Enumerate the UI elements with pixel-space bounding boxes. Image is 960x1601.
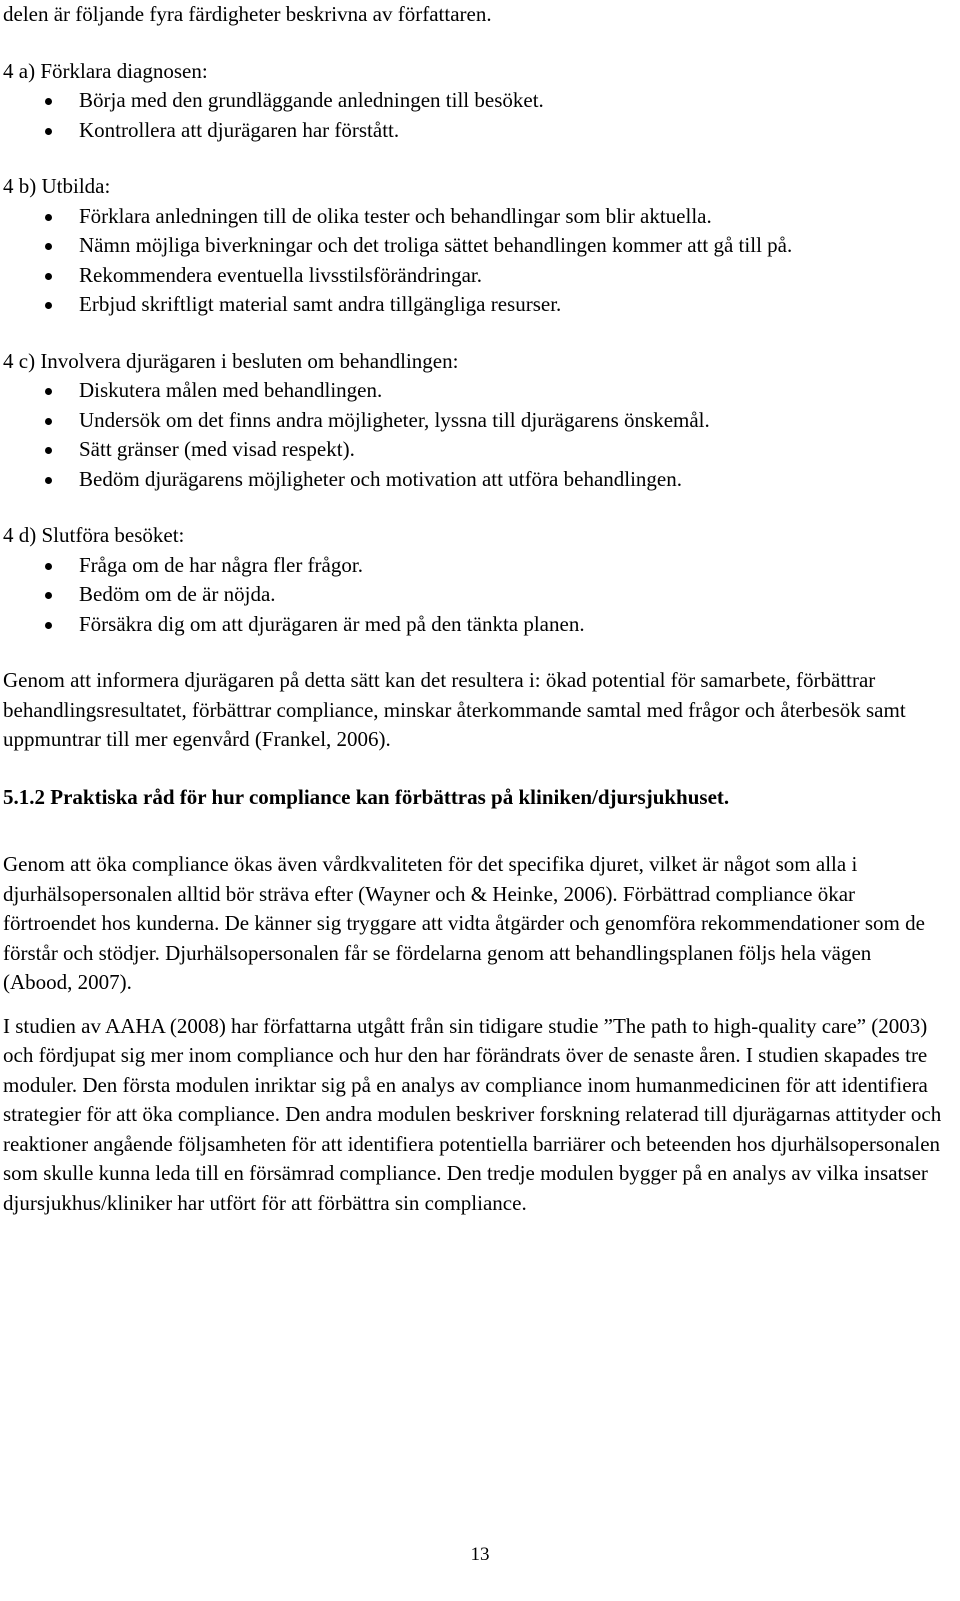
bullet-icon bbox=[45, 128, 52, 135]
spacer bbox=[3, 145, 943, 172]
bullet-icon bbox=[45, 418, 52, 425]
list-item: Bedöm djurägarens möjligheter och motivation att utföra behandlingen. bbox=[3, 465, 943, 495]
spacer bbox=[3, 812, 943, 850]
bullet-icon bbox=[45, 477, 52, 484]
spacer bbox=[3, 998, 943, 1012]
bullet-icon bbox=[45, 273, 52, 280]
list-item: Sätt gränser (med visad respekt). bbox=[3, 435, 943, 465]
bullet-list-4b bbox=[3, 202, 943, 320]
list-item: Undersök om det finns andra möjligheter, lyssna till djurägarens önskemål. bbox=[3, 406, 943, 436]
spacer bbox=[3, 755, 943, 783]
bullet-icon bbox=[45, 214, 52, 221]
bullet-icon bbox=[45, 302, 52, 309]
list-item: Diskutera målen med behandlingen. bbox=[3, 376, 943, 406]
section-heading-4c: 4 c) Involvera djurägaren i besluten om behandlingen: bbox=[3, 348, 459, 373]
section-heading-4b: 4 b) Utbilda: bbox=[3, 174, 111, 198]
list-item: Nämn möjliga biverkningar och det troliga sättet behandlingen kommer att gå till på. bbox=[3, 231, 943, 261]
intro-line: delen är följande fyra färdigheter beskrivna av författaren. bbox=[3, 2, 492, 26]
list-item: Börja med den grundläggande anledningen till besöket. bbox=[3, 86, 943, 116]
list-item: Bedöm om de är nöjda. bbox=[3, 580, 943, 610]
bullet-list-4c bbox=[3, 376, 943, 494]
list-item: Kontrollera att djurägaren har förstått. bbox=[3, 116, 943, 146]
bullet-icon bbox=[45, 388, 52, 395]
bullet-list-4d bbox=[3, 551, 943, 640]
subsection-heading: 5.1.2 Praktiska råd för hur compliance kan förbättras på kliniken/djursjukhuset. bbox=[3, 784, 730, 809]
list-item: Förklara anledningen till de olika tester och behandlingar som blir aktuella. bbox=[3, 202, 943, 232]
bullet-icon bbox=[45, 563, 52, 570]
document-page bbox=[3, 0, 943, 1218]
bullet-icon bbox=[45, 98, 52, 105]
list-item: Fråga om de har några fler frågor. bbox=[3, 551, 943, 581]
bullet-list-4a bbox=[3, 86, 943, 145]
list-item: Erbjud skriftligt material samt andra tillgängliga resurser. bbox=[3, 290, 943, 320]
bullet-icon bbox=[45, 622, 52, 629]
list-item: Försäkra dig om att djurägaren är med på den tänkta planen. bbox=[3, 610, 943, 640]
section-heading-4a: 4 a) Förklara diagnosen: bbox=[3, 58, 208, 83]
paragraph-aaha: I studien av AAHA (2008) har författarna utgått från sin tidigare studie ”The path to high-quality care” (2003) och fördjupat sig mer inom compliance och hur den har förändrats över de senaste åren. I studien skapades tre moduler. Den första modulen inriktar sig på en analys av compliance inom humanmedicinen för att identifiera strategier för att öka compliance. Den andra modulen beskriver forskning relaterad till djurägarnas attityder och reaktioner angående följsamheten för att identifiera potentiella barriärer och beteenden hos djurhälsopersonalen som skulle kunna leda till en försämrad compliance. Den tredje modulen bygger på en analys av vilka insatser djursjukhus/kliniker har utfört för att förbättra sin compliance. bbox=[3, 1013, 942, 1215]
spacer bbox=[3, 320, 943, 347]
list-item: Rekommendera eventuella livsstilsförändringar. bbox=[3, 261, 943, 291]
bullet-icon bbox=[45, 447, 52, 454]
spacer bbox=[3, 30, 943, 57]
page-number: 13 bbox=[470, 1544, 490, 1565]
section-heading-4d: 4 d) Slutföra besöket: bbox=[3, 523, 185, 547]
paragraph-summary: Genom att informera djurägaren på detta sätt kan det resultera i: ökad potential för samarbete, förbättrar behandlingsresultatet, förbättrar compliance, minskar återkommande samtal med frågor och återbesök samt uppmuntrar till mer egenvård (Frankel, 2006). bbox=[3, 668, 906, 751]
bullet-icon bbox=[45, 243, 52, 250]
bullet-icon bbox=[45, 592, 52, 599]
paragraph-compliance: Genom att öka compliance ökas även vårdkvaliteten för det specifika djuret, vilket är något som alla i djurhälsopersonalen alltid bör sträva efter (Wayner och & Heinke, 2006). Förbättrad compliance ökar förtroendet hos kunderna. De känner sig tryggare att vidta åtgärder och genomföra rekommendationer som de förstår och stödjer. Djurhälsopersonalen får se fördelarna genom att behandlingsplanen följs hela vägen (Abood, 2007). bbox=[3, 852, 925, 994]
spacer bbox=[3, 639, 943, 666]
spacer bbox=[3, 494, 943, 521]
